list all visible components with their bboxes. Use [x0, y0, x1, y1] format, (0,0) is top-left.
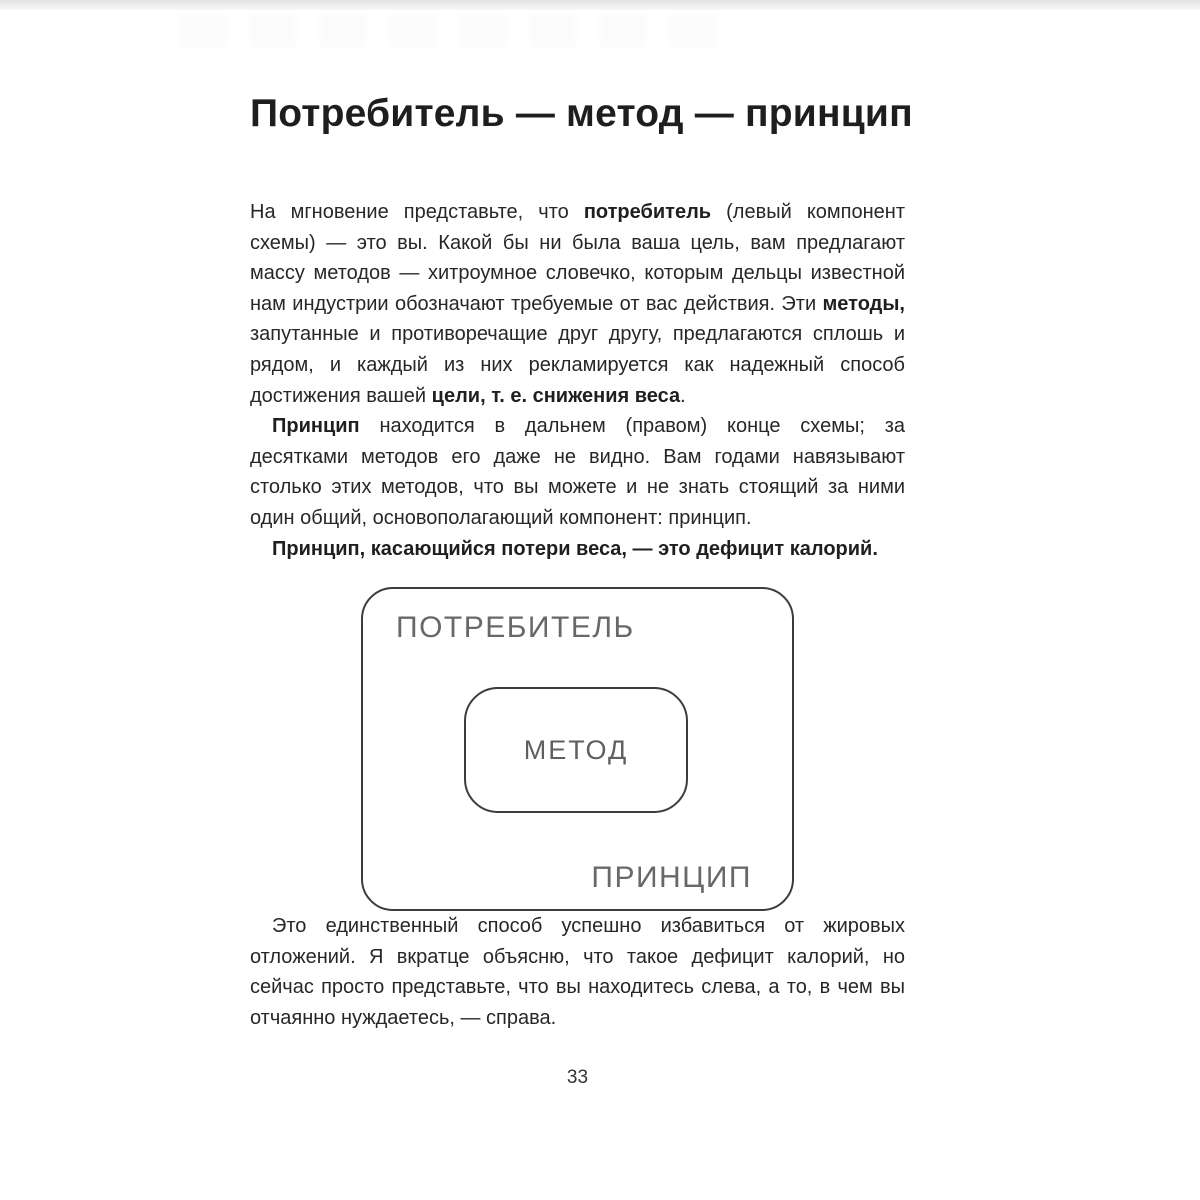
page-number: 33	[566, 1066, 589, 1088]
diagram-method-label: МЕТОД	[523, 734, 629, 765]
paragraph-text: .	[680, 384, 686, 407]
bold-term-goal: цели, т. е. снижения веса	[431, 384, 681, 407]
diagram-consumer-label: ПОТРЕБИТЕЛЬ	[396, 611, 635, 645]
paragraph-calorie-deficit-statement: Принцип, касающийся потери веса, — это дефицит калорий.	[272, 537, 878, 560]
paragraph-closing: Это единственный способ успешно избавиться от жировых отложений. Я вкратце объясню, что такое дефицит калорий, но сейчас просто представьте, что вы находитесь слева, а то, в чем вы отчаянно нуждаетесь, — справа.	[250, 915, 905, 1029]
page-content	[250, 0, 913, 1093]
paragraph-text: На мгновение представьте, что	[250, 201, 584, 223]
paragraph-text: запутанные и противоречащие друг другу, предлагаются сплошь и рядом, и каждый из них рекламируется как надежный способ достижения вашей	[250, 323, 905, 407]
bold-term-methods: методы,	[822, 292, 905, 315]
consumer-method-principle-diagram	[361, 587, 794, 911]
bold-term-consumer: потребитель	[583, 201, 712, 223]
bold-term-principle: Принцип	[272, 415, 360, 438]
paragraph-text: (левый компонент схемы) — это вы. Какой бы ни была ваша цель, вам предлагают массу методов — хитроумное словечко, которым дельцы известной нам индустрии обозначают требуемые от вас действия. Эти	[250, 201, 905, 315]
diagram-principle-label: ПРИНЦИП	[591, 860, 752, 894]
paragraph-text: находится в дальнем (правом) конце схемы; за десятками методов его даже не видно. Вам годами навязывают столько этих методов, что вы можете и не знать стоящий за ними один общий, основополагающий компонент: принцип.	[250, 415, 905, 529]
method-box	[464, 687, 688, 813]
paragraph-consumer	[250, 197, 905, 411]
body-text	[250, 197, 905, 1093]
chapter-title: Потребитель — метод — принцип	[250, 92, 913, 135]
paragraph-principle	[250, 411, 905, 533]
